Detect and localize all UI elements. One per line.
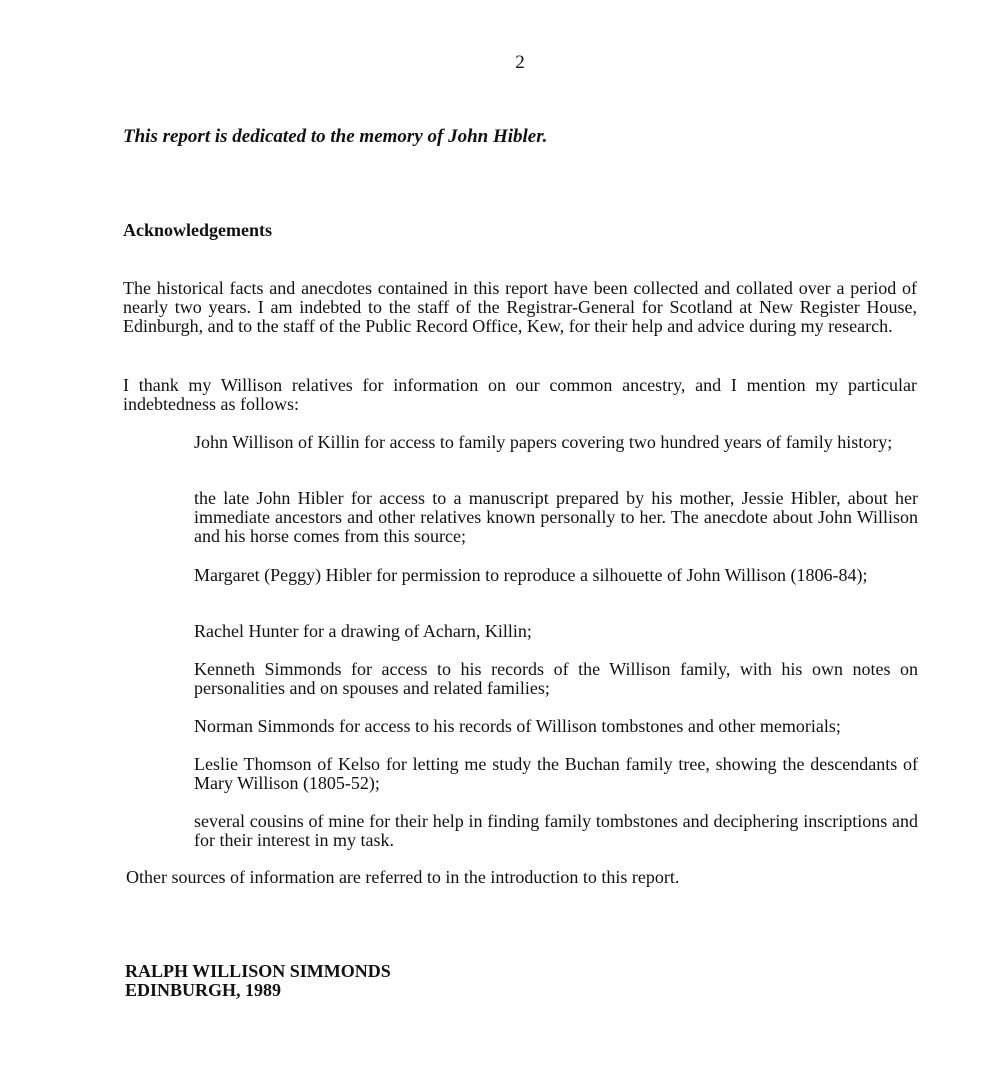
signature-name: RALPH WILLISON SIMMONDS <box>125 961 391 981</box>
signature-place-date: EDINBURGH, 1989 <box>125 980 282 1000</box>
indebtedness-item: Kenneth Simmonds for access to his records of the Willison family, with his own notes on personalities and on spouses and related families; <box>194 659 918 698</box>
signature-block <box>125 962 391 1000</box>
closing-paragraph: Other sources of information are referred to in the introduction to this report. <box>126 867 680 887</box>
indebtedness-item: several cousins of mine for their help in finding family tombstones and deciphering inscriptions and for their interest in my task. <box>194 811 918 850</box>
indebtedness-item: Rachel Hunter for a drawing of Acharn, Killin; <box>194 621 532 641</box>
indebtedness-item: Leslie Thomson of Kelso for letting me study the Buchan family tree, showing the descendants of Mary Willison (1805-52); <box>194 754 918 793</box>
dedication: This report is dedicated to the memory of John Hibler. <box>123 126 548 147</box>
thanks-paragraph: I thank my Willison relatives for information on our common ancestry, and I mention my particular indebtedness as follows: <box>123 375 917 414</box>
indebtedness-item: John Willison of Killin for access to family papers covering two hundred years of family history; <box>194 432 893 452</box>
indebtedness-item: Margaret (Peggy) Hibler for permission to reproduce a silhouette of John Willison (1806-84); <box>194 565 868 585</box>
section-heading: Acknowledgements <box>123 220 272 240</box>
indebtedness-item: Norman Simmonds for access to his records of Willison tombstones and other memorials; <box>194 716 841 736</box>
indebtedness-item: the late John Hibler for access to a manuscript prepared by his mother, Jessie Hibler, about her immediate ancestors and other relatives known personally to her. The anecdote about John Willison and his horse comes from this source; <box>194 488 918 546</box>
intro-paragraph: The historical facts and anecdotes contained in this report have been collected and collated over a period of nearly two years. I am indebted to the staff of the Registrar-General for Scotland at New Register House, Edinburgh, and to the staff of the Public Record Office, Kew, for their help and advice during my research. <box>123 278 917 336</box>
page-number: 2 <box>515 52 525 73</box>
